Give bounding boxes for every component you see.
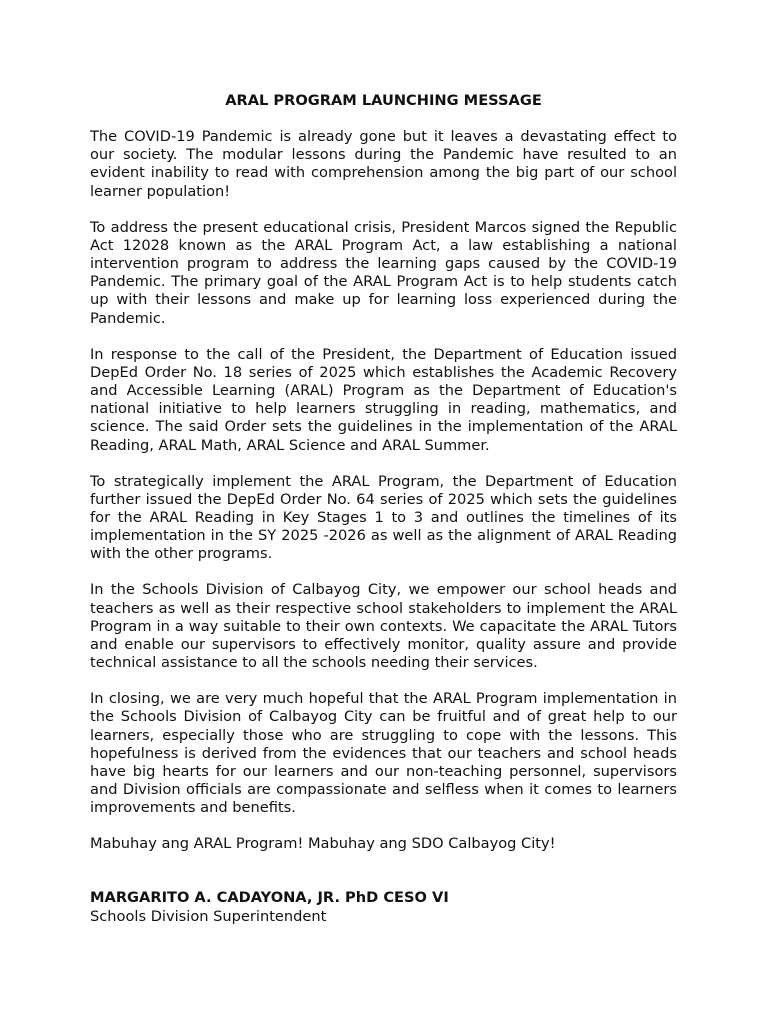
paragraph-deped-order-64: To strategically implement the ARAL Program, the Department of Education further issued the DepEd Order No. 64 series of 2025 which sets the guidelines for the ARAL Reading in Key Stages 1 to 3 and outlines the timelines of its implementation in the SY 2025 -2026 as well as the alignment of ARAL Reading with the other programs. <box>90 472 677 563</box>
paragraph-deped-order-18: In response to the call of the President, the Department of Education issued DepEd Order No. 18 series of 2025 which establishes the Academic Recovery and Accessible Learning (ARAL) Program as the Department of Education's national initiative to help learners struggling in reading, mathematics, and science. The said Order sets the guidelines in the implementation of the ARAL Reading, ARAL Math, ARAL Science and ARAL Summer. <box>90 345 677 454</box>
paragraph-covid-effect: The COVID-19 Pandemic is already gone but it leaves a devastating effect to our society. The modular lessons during the Pandemic have resulted to an evident inability to read with comprehension among the big part of our school learner population! <box>90 128 677 200</box>
document-title: ARAL PROGRAM LAUNCHING MESSAGE <box>225 92 542 109</box>
document-body <box>90 92 677 926</box>
paragraph-republic-act: To address the present educational crisis, President Marcos signed the Republic Act 12028 known as the ARAL Program Act, a law establishing a national intervention program to address the learning gaps caused by the COVID-19 Pandemic. The primary goal of the ARAL Program Act is to help students catch up with their lessons and make up for learning loss experienced during the Pandemic. <box>90 218 677 327</box>
paragraph-calbayog-division: In the Schools Division of Calbayog City, we empower our school heads and teachers as well as their respective school stakeholders to implement the ARAL Program in a way suitable to their own contexts. We capacitate the ARAL Tutors and enable our supervisors to effectively monitor, quality assure and provide technical assistance to all the schools needing their services. <box>90 581 677 672</box>
signatory-position: Schools Division Superintendent <box>90 907 327 925</box>
paragraph-closing-hope: In closing, we are very much hopeful that the ARAL Program implementation in the Schools Division of Calbayog City can be fruitful and of great help to our learners, especially those who are struggling to cope with the lessons. This hopefulness is derived from the evidences that our teachers and school heads have big hearts for our learners and our non-teaching personnel, supervisors and Division officials are compassionate and selfless when it comes to learners improvements and benefits. <box>90 690 677 817</box>
closing-line: Mabuhay ang ARAL Program! Mabuhay ang SDO Calbayog City! <box>90 835 556 853</box>
signatory-name: MARGARITO A. CADAYONA, JR. PhD CESO VI <box>90 889 449 907</box>
